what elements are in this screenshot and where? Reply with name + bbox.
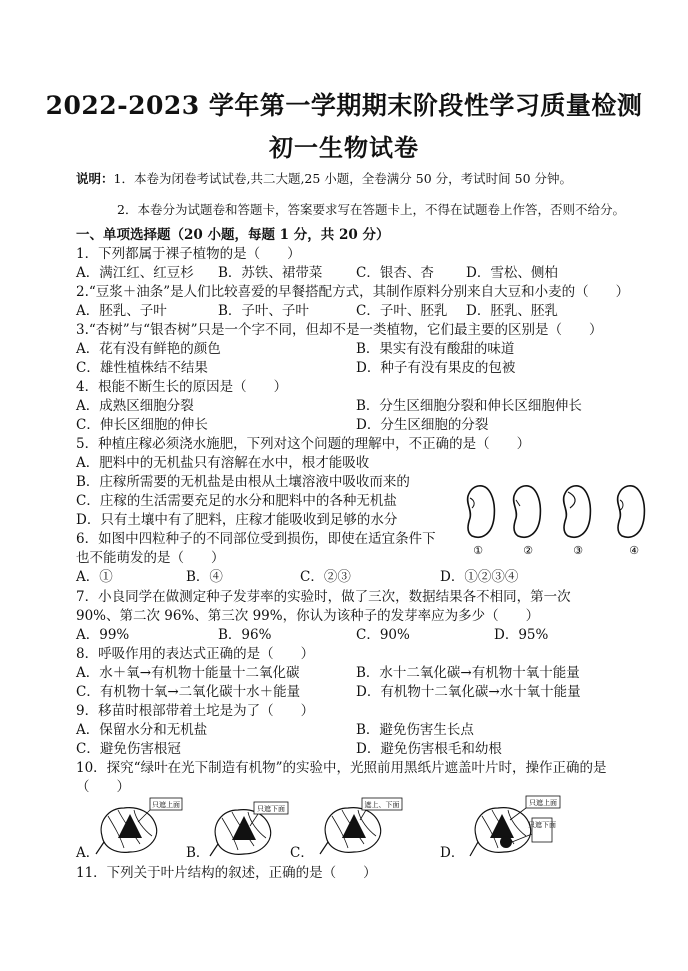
note-2: 2．本卷分为试题卷和答题卡，答案要求写在答题卡上，不得在试题卷上作答，否则不给分。 <box>117 202 625 217</box>
note-label: 说明： <box>76 171 114 186</box>
question-4-option-a[interactable]: A．成熟区细胞分裂 <box>76 398 194 414</box>
question-6-option-b[interactable]: B．④ <box>186 569 223 585</box>
seed-1-icon <box>468 486 495 537</box>
question-9-option-c[interactable]: C．避免伤害根冠 <box>76 741 181 757</box>
seed-2-icon <box>514 486 541 537</box>
question-4-stem: 4．根能不断生长的原因是（ ） <box>76 379 288 395</box>
question-4-option-c[interactable]: C．伸长区细胞的伸长 <box>76 417 208 433</box>
question-7-option-c[interactable]: C．90% <box>356 627 410 643</box>
question-10-stem-cont: （ ） <box>76 779 130 795</box>
question-8-option-d[interactable]: D．有机物十二氧化碳→水十氧十能量 <box>356 684 581 700</box>
question-7-option-d[interactable]: D．95% <box>494 627 549 643</box>
question-2-option-a[interactable]: A．胚乳、子叶 <box>76 303 167 319</box>
question-8-option-b[interactable]: B．水十二氧化碳→有机物十氧十能量 <box>356 665 580 681</box>
question-5-option-b[interactable]: B．庄稼所需要的无机盐是由根从土壤溶液中吸收而来的 <box>76 474 410 490</box>
question-2-option-d[interactable]: D．胚乳、胚乳 <box>466 303 558 319</box>
question-10-option-b[interactable]: B． <box>186 845 210 861</box>
question-3-option-d[interactable]: D．种子有没有果皮的包被 <box>356 360 516 376</box>
black-paper-under-icon <box>500 836 512 848</box>
leaf-figure-b <box>208 800 298 860</box>
question-5-option-a[interactable]: A．肥料中的无机盐只有溶解在水中，根才能吸收 <box>76 455 370 471</box>
question-3-stem: 3.“杏树”与“银杏树”只是一个字不同，但却不是一类植物，它们最主要的区别是（ ） <box>76 322 603 338</box>
leaf-a-label: 只遮上面 <box>152 801 180 809</box>
leaf-figure-d <box>468 794 568 862</box>
seed-label-3: ③ <box>573 544 583 557</box>
question-2-option-b[interactable]: B．子叶、子叶 <box>218 303 309 319</box>
question-6-option-d[interactable]: D．①②③④ <box>440 569 519 585</box>
question-10-option-c[interactable]: C． <box>290 845 314 861</box>
question-6-stem-cont: 也不能萌发的是（ ） <box>76 550 225 566</box>
seed-4-icon <box>618 486 645 537</box>
question-9-stem: 9．移苗时根部带着土坨是为了（ ） <box>76 703 315 719</box>
black-paper-icon <box>232 816 256 840</box>
question-6-stem: 6．如图中四粒种子的不同部位受到损伤，即使在适宜条件下 <box>76 531 436 547</box>
question-5-option-d[interactable]: D．只有土壤中有了肥料，庄稼才能吸收到足够的水分 <box>76 512 398 528</box>
question-8-option-c[interactable]: C．有机物十氧→二氧化碳十水＋能量 <box>76 684 301 700</box>
question-1-stem: 1．下列都属于裸子植物的是（ ） <box>76 246 301 262</box>
question-4-option-b[interactable]: B．分生区细胞分裂和伸长区细胞伸长 <box>356 398 582 414</box>
question-4-option-d[interactable]: D．分生区细胞的分裂 <box>356 417 489 433</box>
question-9-option-d[interactable]: D．避免伤害根毛和幼根 <box>356 741 502 757</box>
note-1 <box>76 170 572 188</box>
question-6-option-a[interactable]: A．① <box>76 569 113 585</box>
leaf-figure-c <box>318 796 408 860</box>
question-3-option-a[interactable]: A．花有没有鲜艳的颜色 <box>76 341 221 357</box>
section-heading: 一、单项选择题（20 小题，每题 1 分，共 20 分） <box>76 227 390 243</box>
leaf-figure-a <box>94 796 184 860</box>
question-3-option-b[interactable]: B．果实有没有酸甜的味道 <box>356 341 515 357</box>
question-7-stem: 7．小良同学在做测定种子发芽率的实验时，做了三次，数据结果各不相同，第一次 <box>76 589 571 605</box>
question-7-option-b[interactable]: B．96% <box>218 627 272 643</box>
question-10-stem: 10．探究“绿叶在光下制造有机物”的实验中，光照前用黑纸片遮盖叶片时，操作正确的是 <box>76 760 607 776</box>
black-paper-icon <box>342 814 366 838</box>
black-paper-icon <box>118 814 142 838</box>
page-title: 2022-2023 学年第一学期期末阶段性学习质量检测 <box>45 91 643 120</box>
question-2-option-c[interactable]: C．子叶、胚乳 <box>356 303 448 319</box>
note-1-text: 1．本卷为闭卷考试试卷,共二大题,25 小题，全卷满分 50 分，考试时间 50 分钟。 <box>113 171 573 186</box>
leaf-d-label-bottom-text: 只遮下面 <box>528 821 556 829</box>
leaf-b-label: 只遮下面 <box>257 805 285 813</box>
seed-label-2: ② <box>523 544 533 557</box>
leaf-d-label-bottom <box>528 820 556 829</box>
question-1-option-d[interactable]: D．雪松、侧柏 <box>466 265 558 281</box>
leaf-c-label: 遮上、下面 <box>364 801 400 809</box>
question-10-option-a[interactable]: A． <box>76 845 100 861</box>
question-8-option-a[interactable]: A．水＋氧→有机物十能量十二氧化碳 <box>76 665 300 681</box>
seed-label-1: ① <box>473 544 483 557</box>
question-2-stem: 2.“豆浆＋油条”是人们比较喜爱的早餐搭配方式，其制作原料分别来自大豆和小麦的（ ） <box>76 284 630 300</box>
question-8-stem: 8．呼吸作用的表达式正确的是（ ） <box>76 646 315 662</box>
leaf-d-label-top: 只遮上面 <box>529 799 557 807</box>
question-1-option-c[interactable]: C．银杏、杏 <box>356 265 434 281</box>
question-5-option-c[interactable]: C．庄稼的生活需要充足的水分和肥料中的各种无机盐 <box>76 493 397 509</box>
question-1-option-b[interactable]: B．苏铁、裙带菜 <box>218 265 323 281</box>
question-7-stem-cont: 90%、第二次 96%、第三次 99%，你认为该种子的发芽率应为多少（ ） <box>76 608 540 624</box>
question-11-stem: 11．下列关于叶片结构的叙述，正确的是（ ） <box>76 865 377 881</box>
question-9-option-a[interactable]: A．保留水分和无机盐 <box>76 722 208 738</box>
question-10-option-d[interactable]: D． <box>440 845 465 861</box>
seed-label-4: ④ <box>629 544 639 557</box>
question-5-stem: 5．种植庄稼必须浇水施肥，下列对这个问题的理解中，不正确的是（ ） <box>76 436 531 452</box>
question-3-option-c[interactable]: C．雄性植株结不结果 <box>76 360 208 376</box>
question-9-option-b[interactable]: B．避免伤害生长点 <box>356 722 474 738</box>
question-1-option-a[interactable]: A．满江红、红豆杉 <box>76 265 194 281</box>
question-6-option-c[interactable]: C．②③ <box>300 569 351 585</box>
seeds-figure <box>458 478 658 560</box>
page-subtitle: 初一生物试卷 <box>269 133 419 162</box>
question-7-option-a[interactable]: A．99% <box>76 627 130 643</box>
seed-3-icon <box>564 486 591 537</box>
